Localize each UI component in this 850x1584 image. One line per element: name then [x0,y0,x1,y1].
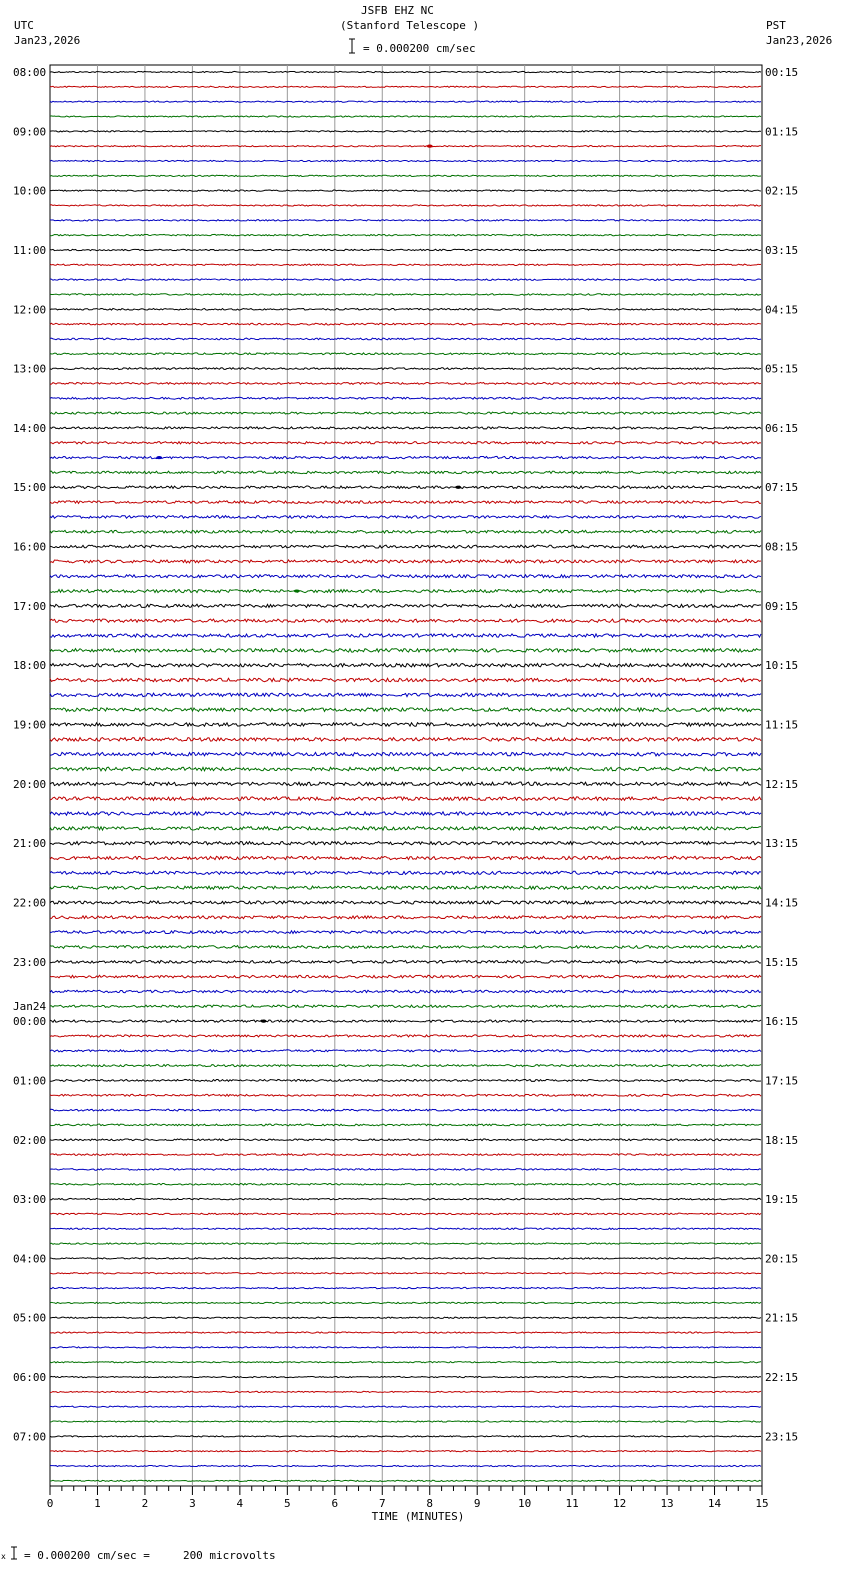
x-tick-label: 10 [518,1497,532,1510]
seismic-trace [50,382,761,384]
x-tick-label: 3 [189,1497,196,1510]
seismic-trace [50,1139,761,1141]
seismic-trace [50,101,761,102]
seismic-trace [50,427,761,429]
seismic-trace [50,86,761,87]
seismic-trace [50,1451,761,1452]
seismic-trace [50,308,761,310]
right-date-label: Jan23,2026 [766,34,833,47]
x-tick-label: 1 [94,1497,101,1510]
seismic-trace [50,146,761,147]
x-tick-label: 2 [141,1497,149,1510]
right-zone-label: PST [766,19,786,32]
seismic-trace [50,530,761,533]
x-tick-label: 12 [612,1497,627,1510]
seismic-trace [50,131,761,132]
seismic-trace [50,797,761,801]
seismic-trace [50,1376,761,1377]
utc-hour-label: 13:00 [13,362,47,376]
seismic-trace [50,1213,761,1214]
seismic-trace [50,1465,761,1466]
pst-hour-label: 17:15 [765,1074,799,1088]
utc-hour-label: 17:00 [13,599,47,613]
utc-hour-label: 23:00 [13,955,47,969]
seismic-trace [50,1050,761,1052]
station-title: JSFB EHZ NC [361,4,434,17]
utc-hour-label: 01:00 [13,1074,47,1088]
seismic-trace [50,678,761,682]
footer-marker: x [1,1552,6,1561]
seismic-trace [50,368,761,370]
pst-hour-label: 15:15 [765,955,799,969]
utc-hour-label: 02:00 [13,1133,47,1147]
seismic-trace [50,827,761,830]
utc-hour-label: 06:00 [13,1371,47,1385]
trace-group [50,71,761,1481]
x-tick-label: 14 [707,1497,722,1510]
utc-hour-label: 21:00 [13,837,47,851]
seismic-trace [50,220,761,221]
seismic-trace [50,1391,761,1392]
pst-hour-label: 21:15 [765,1311,799,1325]
seismic-trace [50,1094,761,1096]
pst-hour-label: 22:15 [765,1371,799,1385]
seismic-trace [50,990,761,993]
utc-hour-label: 12:00 [13,303,47,317]
seismic-trace [50,1169,761,1171]
seismic-trace [50,1332,761,1333]
seismic-trace [50,516,761,519]
seismic-trace [50,1421,761,1422]
pst-hour-label: 16:15 [765,1015,799,1029]
seismic-trace [50,1198,761,1200]
pst-hour-label: 08:15 [765,540,799,554]
date-change-label: Jan24 [13,1000,47,1014]
seismic-trace [50,1287,761,1288]
seismic-trace [50,708,761,712]
footer-scale-bar-icon [11,1546,17,1560]
utc-hour-label: 04:00 [13,1252,47,1266]
x-tick-label: 7 [378,1497,386,1510]
seismic-trace [50,1154,761,1156]
pst-hour-label: 18:15 [765,1133,799,1147]
x-tick-label: 11 [565,1497,579,1510]
seismic-trace [50,397,761,399]
utc-hour-labels [13,66,46,1443]
utc-hour-label: 11:00 [13,243,47,257]
seismic-trace [50,604,761,607]
seismic-trace [50,412,761,414]
seismic-trace [50,116,761,117]
seismic-trace [50,752,761,756]
seismic-trace [50,812,761,815]
seismic-trace [50,738,761,742]
utc-hour-label: 07:00 [13,1430,47,1444]
seismic-trace [50,901,761,904]
seismic-trace [50,619,761,622]
seismic-trace [50,1079,761,1081]
seismic-trace [50,1183,761,1185]
seismic-trace [50,442,761,444]
seismic-trace [50,545,761,548]
utc-hour-label: 22:00 [13,896,47,910]
footer-scale-note: = 0.000200 cm/sec = 200 microvolts [24,1549,276,1562]
seismic-event-mark [261,1020,267,1023]
pst-hour-label: 12:15 [765,777,799,791]
seismic-event-mark [455,486,461,489]
seismic-trace [50,886,761,889]
seismic-trace [50,160,761,161]
seismic-trace [50,960,761,963]
pst-hour-label: 05:15 [765,362,799,376]
left-zone-label: UTC [14,19,34,32]
scale-label: = 0.000200 cm/sec [363,42,476,55]
pst-hour-label: 23:15 [765,1430,799,1444]
pst-hour-label: 02:15 [765,184,799,198]
x-tick-label: 4 [236,1497,244,1510]
seismic-trace [50,871,761,874]
seismic-trace [50,205,761,206]
seismic-trace [50,723,761,727]
seismic-trace [50,693,761,697]
seismic-trace [50,1243,761,1244]
seismic-trace [50,486,761,489]
pst-hour-label: 11:15 [765,718,799,732]
utc-hour-label: 03:00 [13,1193,47,1207]
pst-hour-label: 06:15 [765,421,799,435]
seismic-trace [50,1124,761,1126]
x-tick-label: 15 [755,1497,769,1510]
time-axis [47,1486,769,1510]
seismic-event-mark [156,456,162,459]
x-axis-label: TIME (MINUTES) [371,1510,465,1523]
x-tick-label: 9 [473,1497,481,1510]
seismic-trace [50,931,761,934]
seismic-trace [50,71,761,72]
seismic-trace [50,767,761,771]
seismic-trace [50,1347,761,1348]
pst-hour-label: 01:15 [765,125,799,139]
x-tick-label: 0 [46,1497,54,1510]
seismic-trace [50,190,761,191]
pst-hour-labels [765,66,798,1443]
pst-hour-label: 13:15 [765,837,799,851]
seismic-trace [50,856,761,859]
pst-hour-label: 09:15 [765,599,799,613]
utc-hour-label: 19:00 [13,718,47,732]
seismic-trace [50,560,761,563]
x-tick-label: 13 [660,1497,674,1510]
seismic-trace [50,175,761,176]
seismic-trace [50,1362,761,1363]
seismic-trace [50,1035,761,1037]
seismic-trace [50,782,761,786]
seismic-trace [50,1258,761,1259]
pst-hour-label: 20:15 [765,1252,799,1266]
utc-hour-label: 08:00 [13,66,47,79]
seismic-event-mark [427,145,433,148]
utc-hour-label: 05:00 [13,1311,47,1325]
seismic-trace [50,501,761,504]
seismic-trace [50,1005,761,1007]
seismic-trace [50,323,761,325]
seismic-trace [50,1302,761,1303]
seismic-trace [50,234,761,235]
seismic-trace [50,634,761,637]
seismic-trace [50,294,761,296]
seismic-trace [50,353,761,355]
seismic-trace [50,946,761,949]
utc-hour-label: 16:00 [13,540,47,554]
pst-hour-label: 04:15 [765,303,799,317]
seismic-trace [50,841,761,844]
utc-hour-label: 20:00 [13,777,47,791]
seismic-trace [50,1020,761,1022]
utc-hour-label: 00:00 [13,1015,47,1029]
x-tick-label: 8 [426,1497,434,1510]
seismic-trace [50,264,761,265]
pst-hour-label: 10:15 [765,659,799,673]
utc-hour-label: 15:00 [13,481,47,495]
seismic-trace [50,1065,761,1067]
seismic-trace [50,663,761,666]
utc-hour-label: 09:00 [13,125,47,139]
site-title: (Stanford Telescope ) [340,19,480,32]
seismic-trace [50,1406,761,1407]
seismic-trace [50,916,761,919]
seismic-trace [50,1109,761,1111]
x-tick-label: 6 [331,1497,339,1510]
utc-hour-label: 14:00 [13,421,47,435]
seismic-trace [50,338,761,340]
seismic-trace [50,1480,761,1481]
utc-hour-label: 10:00 [13,184,47,198]
x-tick-label: 5 [284,1497,291,1510]
seismic-trace [50,649,761,652]
seismic-trace [50,1228,761,1229]
seismic-trace [50,249,761,250]
seismic-trace [50,471,761,473]
left-date-label: Jan23,2026 [14,34,81,47]
seismic-trace [50,975,761,978]
seismic-trace [50,1436,761,1437]
seismic-trace [50,589,761,592]
seismic-trace [50,1273,761,1274]
pst-hour-label: 03:15 [765,243,799,257]
pst-hour-label: 14:15 [765,896,799,910]
seismic-trace [50,575,761,578]
seismic-trace [50,279,761,281]
pst-hour-label: 07:15 [765,481,799,495]
seismic-event-mark [294,589,300,592]
pst-hour-label: 19:15 [765,1193,799,1207]
pst-hour-label: 00:15 [765,66,799,79]
utc-hour-label: 18:00 [13,659,47,673]
seismic-trace [50,1317,761,1318]
